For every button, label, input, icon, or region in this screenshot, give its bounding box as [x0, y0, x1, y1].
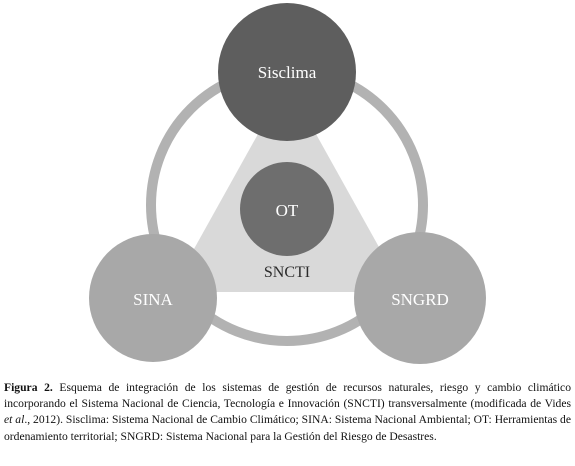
node-sngrd-label: SNGRD	[391, 290, 449, 309]
snc-label: SNCTI	[263, 264, 311, 281]
caption-text-2: ., 2012). Sisclima: Sistema Nacional de Cambio Climático; SINA: Sistema Nacional Ambiental; OT: Herramientas de ordenamiento territorial; SNGRD: Sistema Nacional para la Gestión del Riesgo de Desastres.	[4, 413, 571, 443]
figure-label: Figura 2.	[4, 381, 53, 394]
caption-text-1: Esquema de integración de los sistemas de gestión de recursos naturales, riesgo y cambio climático incorporando el Sistema Nacional de Ciencia, Tecnología e Innovación (SNCTI) transversalmente (modificada de Vides	[4, 381, 571, 411]
node-sina-label: SINA	[133, 290, 173, 309]
node-sisclima-label: Sisclima	[257, 63, 317, 82]
figure-caption	[4, 380, 571, 445]
node-ot-label: OT	[275, 201, 299, 220]
caption-italic: et al	[4, 413, 25, 427]
